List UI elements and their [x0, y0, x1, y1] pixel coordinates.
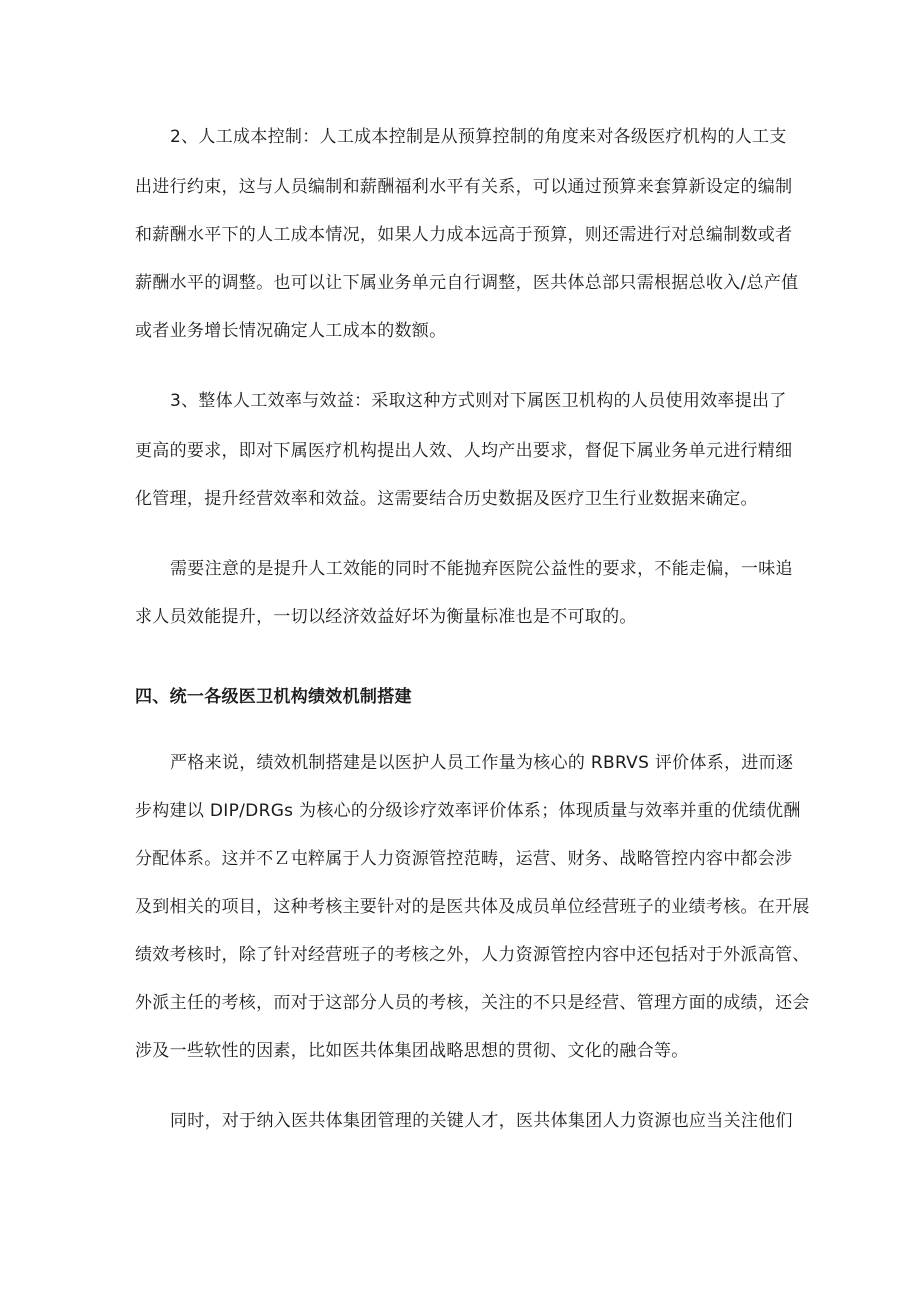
paragraph-line: 外派主任的考核，而对于这部分人员的考核，关注的不只是经营、管理方面的成绩，还会 [135, 993, 810, 1013]
paragraph-line: 涉及一些软性的因素，比如医共体集团战略思想的贯彻、文化的融合等。 [135, 1041, 689, 1061]
paragraph-line: 或者业务增长情况确定人工成本的数额。 [135, 321, 447, 341]
paragraph-line: 需要注意的是提升人工效能的同时不能抛弃医院公益性的要求，不能走偏，一味追 [170, 559, 793, 579]
paragraph-line: 薪酬水平的调整。也可以让下属业务单元自行调整，医共体总部只需根据总收入/总产值 [135, 273, 799, 293]
paragraph-line: 出进行约束，这与人员编制和薪酬福利水平有关系，可以通过预算来套算新设定的编制 [135, 177, 793, 197]
paragraph-line: 及到相关的项目，这种考核主要针对的是医共体及成员单位经营班子的业绩考核。在开展 [135, 897, 810, 917]
paragraph-line: 2、人工成本控制：人工成本控制是从预算控制的角度来对各级医疗机构的人工支 [170, 127, 787, 147]
paragraph-line: 严格来说，绩效机制搭建是以医护人员工作量为核心的 RBRVS 评价体系，进而逐 [170, 753, 794, 773]
paragraph-line: 化管理，提升经营效率和效益。这需要结合历史数据及医疗卫生行业数据来确定。 [135, 489, 758, 509]
paragraph-line: 绩效考核时，除了针对经营班子的考核之外，人力资源管控内容中还包括对于外派高管、 [135, 945, 810, 965]
paragraph-line: 求人员效能提升，一切以经济效益好坏为衡量标准也是不可取的。 [135, 607, 637, 627]
paragraph-line: 步构建以 DIP/DRGs 为核心的分级诊疗效率评价体系；体现质量与效率并重的优绩优酬 [135, 801, 801, 821]
paragraph-line: 分配体系。这并不Ｚ屯粹属于人力资源管控范畴，运营、财务、战略管控内容中都会涉 [135, 849, 793, 869]
paragraph-line: 3、整体人工效率与效益：采取这种方式则对下属医卫机构的人员使用效率提出了 [170, 391, 787, 411]
paragraph-line: 同时，对于纳入医共体集团管理的关键人才，医共体集团人力资源也应当关注他们 [170, 1111, 793, 1131]
paragraph-line: 和薪酬水平下的人工成本情况，如果人力成本远高于预算，则还需进行对总编制数或者 [135, 225, 793, 245]
paragraph-line: 更高的要求，即对下属医疗机构提出人效、人均产出要求，督促下属业务单元进行精细 [135, 441, 793, 461]
section-heading: 四、统一各级医卫机构绩效机制搭建 [135, 687, 412, 707]
